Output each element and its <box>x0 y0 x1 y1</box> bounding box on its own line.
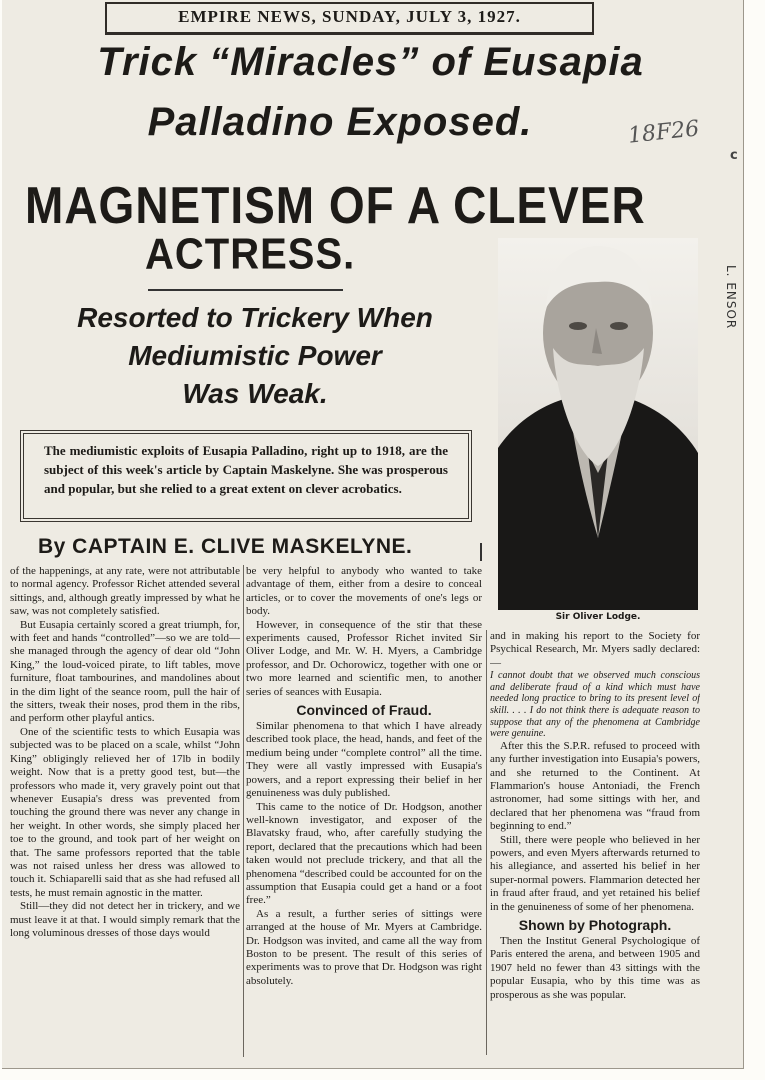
deck-line-2: Mediumistic Power <box>128 340 382 371</box>
byline-divider <box>480 543 482 561</box>
headline-line-2: Palladino Exposed. <box>147 100 533 144</box>
article-subtitle: ACTRESS. <box>145 229 356 279</box>
article-column-2 <box>246 565 482 1065</box>
paragraph: of the happenings, at any rate, were not attributable to normal agency. Professor Richet attended several sittings, and, although greatly impressed by what he saw, was not completely satisfied. <box>10 565 240 618</box>
paragraph: and in making his report to the Society for Psychical Research, Mr. Myers sadly declared:— <box>490 630 700 669</box>
portrait-photo <box>498 238 698 610</box>
side-label: L. ENSOR <box>724 265 738 330</box>
column-divider <box>486 630 487 1055</box>
handwritten-note: 18F26 <box>626 116 701 149</box>
paragraph: This came to the notice of Dr. Hodgson, another well-known investigator, and exposer of the Blavatsky fraud, who, after carefully studying the report, declared that the precautions which had been taken would not preclude trickery, and that all the phenomena “described could be accounted for on the assumption that Eusapia could get a hand or a foot free.” <box>246 800 482 907</box>
paragraph: One of the scientific tests to which Eusapia was subjected was to be placed on a scale, whilst “John King” obligingly relieved her of 17lb in bodily weight. Now that is a pretty good test, but—the professors who made it, very gravely point out that whenever Eusapia's dress was prevented from touching the ground there was never any change in her weight. In other words, she simply placed her toe to the ground, and took part of her weight on that. The same professors reported that the table was not raised unless her dress was allowed to touch it. Schiaparelli said that as she had refused all tests, he must remain agnostic in the matter. <box>10 725 240 899</box>
quotation: I cannot doubt that we observed much conscious and deliberate fraud of a kind which must have needed long practice to bring to its present level of skill. . . . I do not think there is adequate reason to suppose that any of the phenomena at Cambridge were genuine. <box>490 670 700 740</box>
paragraph: But Eusapia certainly scored a great triumph, for, with feet and hands “controlled”—so we are told—she managed through the agency of dear old “John King,” the loud-voiced pirate, to lift tables, move furniture, float tambourines, and mandolines about in the dim light of the seance room, pull the hair of the sitters, tweak their noses, prod them in the ribs, and perform other playful antics. <box>10 618 240 725</box>
paragraph: be very helpful to anybody who wanted to take advantage of them, either from a desire to conceal articles, or to cover the movements of one's legs or body. <box>246 565 482 618</box>
paragraph: Still, there were people who believed in her powers, and even Myers afterwards returned to his allegiance, and asserted his belief in her super-normal powers. Flammarion detected her in fraud after fraud, and yet retained his belief in the genuineness of some of her phenomena. <box>490 833 700 913</box>
article-column-3 <box>490 630 700 1055</box>
article-column-1 <box>10 565 240 1065</box>
headline-line-1: Trick “Miracles” of Eusapia <box>97 40 644 84</box>
intro-box <box>20 430 472 522</box>
paragraph: Still—they did not detect her in trickery, and we must leave it at that. I would simply remark that the long voluminous dresses of those days would <box>10 900 240 939</box>
photo-caption: Sir Oliver Lodge. <box>555 612 641 622</box>
article-title: MAGNETISM OF A CLEVER <box>25 175 646 235</box>
margin-mark: c <box>730 148 738 163</box>
title-rule <box>148 289 343 291</box>
section-subhead: Convinced of Fraud. <box>296 702 432 719</box>
deck-line-1: Resorted to Trickery When <box>77 302 433 333</box>
newspaper-dateline: EMPIRE NEWS, SUNDAY, JULY 3, 1927. <box>105 2 594 35</box>
paragraph: After this the S.P.R. refused to proceed with any further investigation into Eusapia's powers, and she returned to the Continent. At Flammarion's house Antoniadi, the French astronomer, had some sittings with her, and declared that her phenomena was “fraud from beginning to end.” <box>490 739 700 833</box>
intro-text: The mediumistic exploits of Eusapia Palladino, right up to 1918, are the subject of this week's article by Captain Maskelyne. She was prosperous and popular, but she relied to a great extent on clever acrobatics. <box>23 433 469 519</box>
paragraph: However, in consequence of the stir that these experiments caused, Professor Richet invited Sir Oliver Lodge, and Mr. W. H. Myers, a Cambridge professor, and Dr. Ochorowicz, together with one or two more learned and scientific men, to another series of seances with Eusapia. <box>246 618 482 698</box>
paragraph: As a result, a further series of sittings were arranged at the house of Mr. Myers at Cambridge. Dr. Hodgson was invited, and came all the way from Boston to be present. The result of this series of experiments was to prove that Dr. Hodgson was right absolutely. <box>246 907 482 987</box>
byline: By CAPTAIN E. CLIVE MASKELYNE. <box>38 535 413 558</box>
paragraph: Then the Institut General Psychologique of Paris entered the arena, and between 1905 and 1907 held no fewer than 43 sittings with the popular Eusapia, who by this time was as prosperous as she was popular. <box>490 935 700 1001</box>
portrait-illustration <box>498 238 698 610</box>
deck-line-3: Was Weak. <box>182 378 328 409</box>
section-subhead: Shown by Photograph. <box>518 917 672 934</box>
paragraph: Similar phenomena to that which I have already described took place, the head, hands, and feet of the medium being under “complete control” all the time. They were all vastly impressed with Eusapia's powers, and a report expressing their belief in her genuineness was duly published. <box>246 720 482 800</box>
column-divider <box>243 565 244 1057</box>
